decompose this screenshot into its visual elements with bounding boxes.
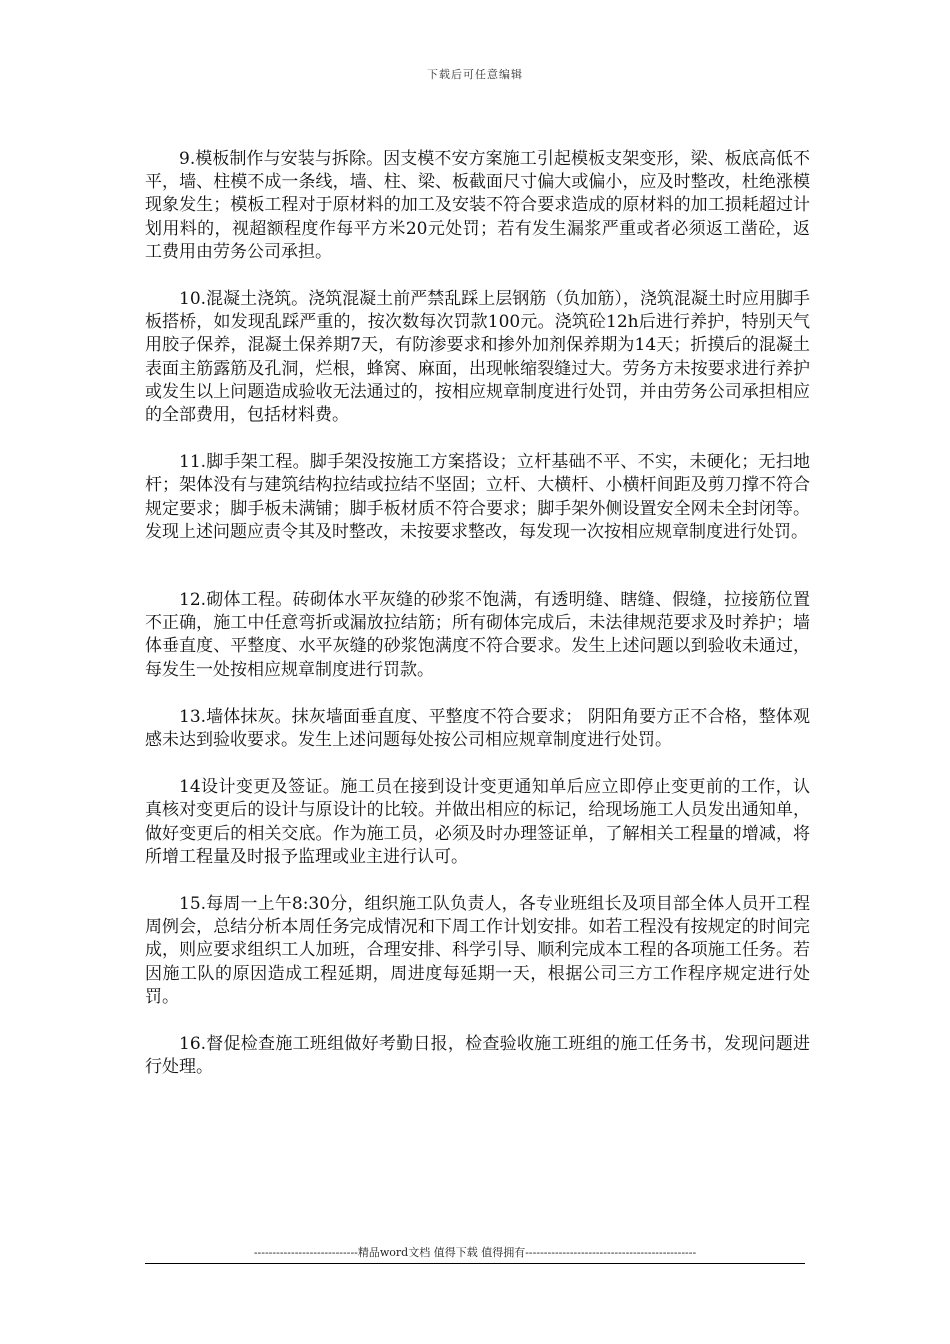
page-header-note: 下载后可任意编辑 bbox=[427, 68, 523, 81]
paragraph-scaffolding: 11.脚手架工程。脚手架没按施工方案搭设；立杆基础不平、不实，未硬化；无扫地杆；架体没有与建筑结构拉结或拉结不坚固；立杆、大横杆、小横杆间距及剪刀撑不符合规定要求；脚手板未满铺；脚手板材质不符合要求；脚手架外侧设置安全网未全封闭等。发现上述问题应责令其及时整改，未按要求整改，每发现一次按相应规章制度进行处罚。 bbox=[145, 452, 810, 542]
document-body bbox=[145, 148, 810, 1104]
paragraph-masonry: 12.砌体工程。砖砌体水平灰缝的砂浆不饱满，有透明缝、瞎缝、假缝，拉接筋位置不正确，施工中任意弯折或漏放拉结筋；所有砌体完成后，未法律规范要求及时养护；墙体垂直度、平整度、水平灰缝的砂浆饱满度不符合要求。发生上述问题以到验收未通过，每发生一处按相应规章制度进行罚款。 bbox=[145, 590, 810, 680]
paragraph-design-change: 14设计变更及签证。施工员在接到设计变更通知单后应立即停止变更前的工作，认真核对变更后的设计与原设计的比较。并做出相应的标记，给现场施工人员发出通知单，做好变更后的相关交底。作为施工员，必须及时办理签证单，了解相关工程量的增减，将所增工程量及时报予监理或业主进行认可。 bbox=[145, 777, 810, 867]
paragraph-formwork: 9.模板制作与安装与拆除。因支模不安方案施工引起模板支架变形，梁、板底高低不平，墙、柱模不成一条线，墙、柱、梁、板截面尺寸偏大或偏小，应及时整改，杜绝涨模现象发生；模板工程对于原材料的加工及安装不符合要求造成的原材料的加工损耗超过计划用料的，视超额程度作每平方米20元处罚；若有发生漏浆严重或者必须返工凿砼，返工费用由劳务公司承担。 bbox=[145, 149, 810, 262]
paragraph-weekly-meeting: 15.每周一上午8:30分，组织施工队负责人，各专业班组长及项目部全体人员开工程周例会，总结分析本周任务完成情况和下周工作计划安排。如若工程没有按规定的时间完成，则应要求组织工人加班，合理安排、科学引导、顺利完成本工程的各项施工任务。若因施工队的原因造成工程延期，周进度每延期一天，根据公司三方工作程序规定进行处罚。 bbox=[145, 894, 810, 1007]
paragraph-wall-plastering: 13.墙体抹灰。抹灰墙面垂直度、平整度不符合要求； 阴阳角要方正不合格，整体观感未达到验收要求。发生上述问题每处按公司相应规章制度进行处罚。 bbox=[145, 706, 810, 751]
footer-divider bbox=[145, 1263, 805, 1264]
paragraph-concrete-pouring: 10.混凝土浇筑。浇筑混凝土前严禁乱踩上层钢筋（负加筋），浇筑混凝土时应用脚手板搭桥，如发现乱踩严重的，按次数每次罚款100元。浇筑砼12h后进行养护，特别天气用胶子保养，混凝土保养期7天，有防渗要求和掺外加剂保养期为14天；折摸后的混凝土表面主筋露筋及孔洞，烂根，蜂窝、麻面，出现帐缩裂缝过大。劳务方未按要求进行养护或发生以上问题造成验收无法通过的，按相应规章制度进行处罚，并由劳务公司承担相应的全部费用，包括材料费。 bbox=[145, 289, 810, 426]
paragraph-attendance: 16.督促检查施工班组做好考勤日报，检查验收施工班组的施工任务书，发现问题进行处理。 bbox=[145, 1034, 810, 1078]
page-footer-text: ----------------------------精品word文档 值得下载 值得拥有---------------------------------------------- bbox=[253, 1246, 697, 1259]
